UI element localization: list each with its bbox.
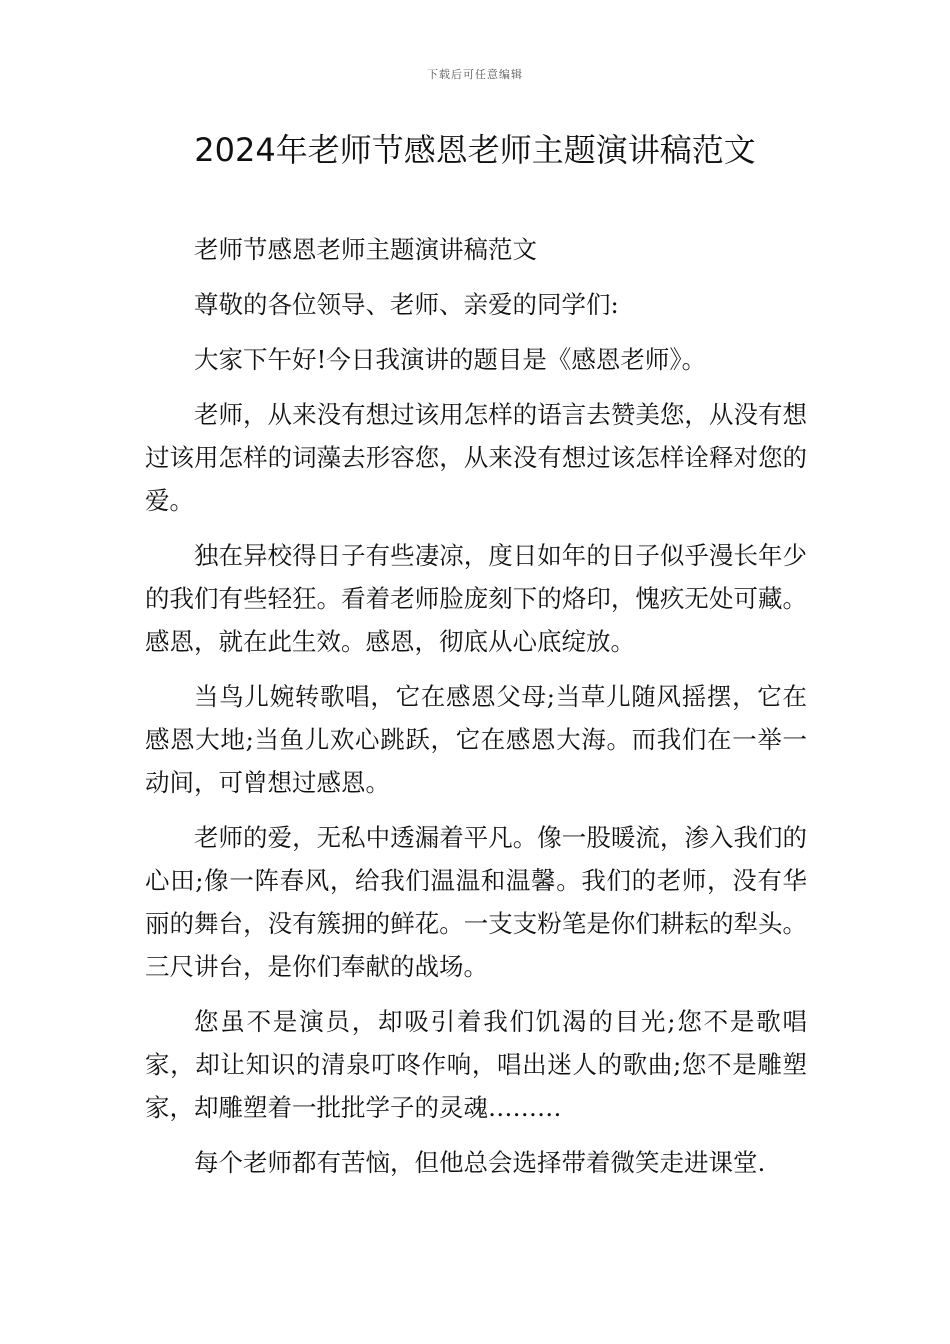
header-note: 下载后可任意编辑 [427,68,523,81]
paragraph: 独在异校得日子有些凄凉，度日如年的日子似乎漫长年少的我们有些轻狂。看着老师脸庞刻下的烙印，愧疚无处可藏。感恩，就在此生效。感恩，彻底从心底绽放。 [145,541,807,656]
paragraph: 每个老师都有苦恼，但他总会选择带着微笑走进课堂. [194,1148,766,1177]
document-title: 2024年老师节感恩老师主题演讲稿范文 [194,131,756,169]
paragraph: 当鸟儿婉转歌唱，它在感恩父母;当草儿随风摇摆，它在感恩大地;当鱼儿欢心跳跃，它在感恩大海。而我们在一举一动间，可曾想过感恩。 [145,682,807,797]
paragraph-greeting: 大家下午好!今日我演讲的题目是《感恩老师》。 [194,345,707,374]
paragraph: 老师，从来没有想过该用怎样的语言去赞美您，从没有想过该用怎样的词藻去形容您，从来没有想过该怎样诠释对您的爱。 [145,400,807,515]
paragraph: 您虽不是演员，却吸引着我们饥渴的目光;您不是歌唱家，却让知识的清泉叮咚作响，唱出迷人的歌曲;您不是雕塑家，却雕塑着一批批学子的灵魂……… [145,1007,807,1122]
paragraph-subtitle: 老师节感恩老师主题演讲稿范文 [194,235,537,264]
paragraph-salutation: 尊敬的各位领导、老师、亲爱的同学们: [194,290,619,319]
document-body [145,228,807,1196]
paragraph: 老师的爱，无私中透漏着平凡。像一股暖流，渗入我们的心田;像一阵春风，给我们温温和温馨。我们的老师，没有华丽的舞台，没有簇拥的鲜花。一支支粉笔是你们耕耘的犁头。三尺讲台，是你们奉献的战场。 [145,823,807,981]
